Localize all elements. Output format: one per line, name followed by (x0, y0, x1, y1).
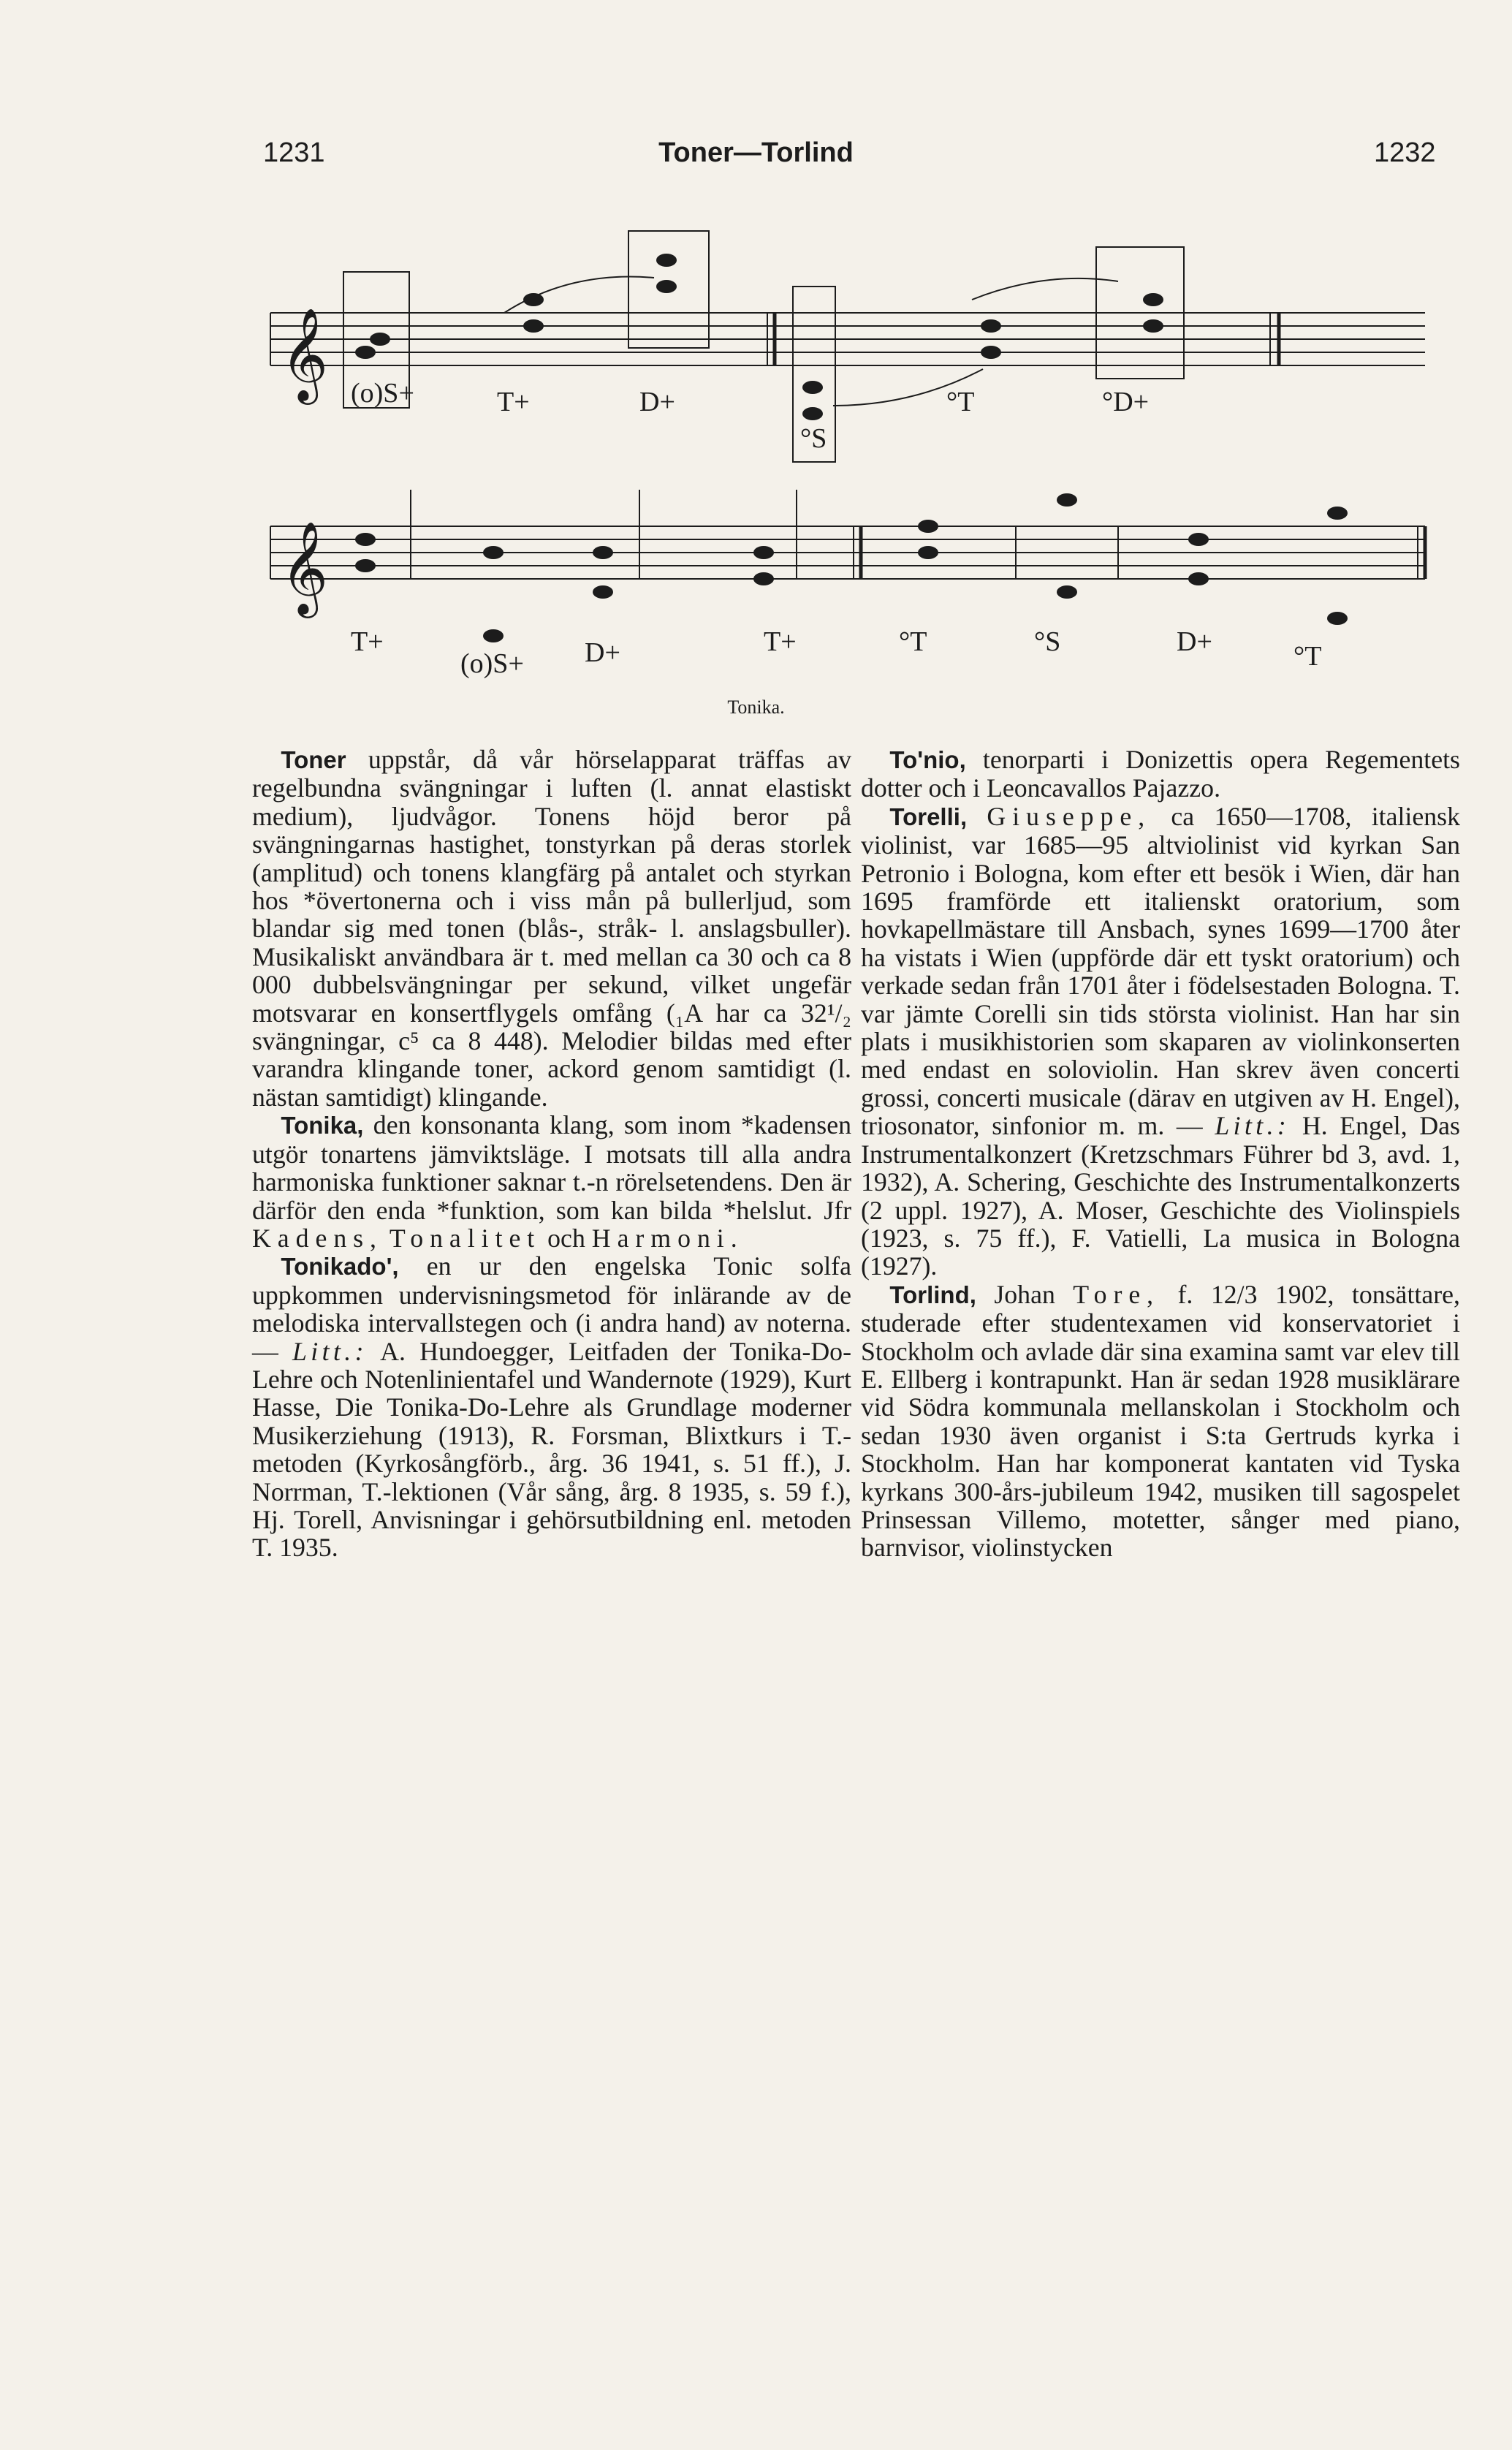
litt-label: Litt.: (1215, 1111, 1291, 1141)
headword-tonika: Tonika, (281, 1112, 364, 1139)
label-r1-3: °S (800, 423, 827, 454)
entry-toner (252, 746, 851, 1111)
label-r2-6: D+ (1177, 626, 1212, 657)
label-r2-7: °T (1293, 641, 1322, 672)
cross-ref: Harmoni. (591, 1223, 744, 1253)
headword-torelli: Torelli, (889, 803, 968, 830)
headword-tonikado: Tonikado', (281, 1253, 399, 1281)
figure-caption: Tonika. (727, 697, 785, 718)
entry-text: f. 12/3 1902, tonsättare, studerade efter studentexamen vid konservatoriet i Stockholm och avlade där sina examina samt var elev till E. Ellberg i kontrapunkt. Han är sedan 1928 musiklärare vid Södra kommunala mellanskolan i Stockholm och sedan 1930 även organist i S:ta Gertruds kyrka i Stockholm. Han har komponerat kantaten vid Tyska kyrkans 300-års-jubileum 1942, musiken till sagospelet Prinsessan Villemo, motetter, sånger med piano, barnvisor, violinstycken (861, 1279, 1460, 1563)
name: Tore, (1073, 1279, 1160, 1309)
cross-ref: Kadens, (252, 1223, 383, 1253)
label-r1-0: (o)S+ (351, 378, 414, 409)
staff-1 (270, 231, 1425, 462)
entry-torelli (861, 803, 1460, 1281)
headword-toner: Toner (281, 746, 346, 773)
label-r2-2: D+ (585, 637, 620, 668)
function-labels-row1 (351, 378, 1149, 454)
entry-text: A. Hundoegger, Leitfaden der Tonika-Do-Lehre och Notenlinientafel und Wandernote (1929), Kurt Hasse, Die Tonika-Do-Lehre als Grundlage moderner Musikerziehung (1913), R. Forsman, Blixtkurs i T.-metoden (Kyrkosångförb., årg. 36 1941, s. 51 ff.), J. Norrman, T.-lektionen (Vår sång, årg. 8 1935, s. 59 f.), Hj. Torell, Anvisningar i gehörsutbildning enl. metoden T. 1935. (252, 1336, 851, 1563)
headword-tonio: To'nio, (889, 746, 966, 773)
entry-torlind (861, 1281, 1460, 1562)
music-example (256, 219, 1440, 687)
entry-text: en ur den engelska Tonic solfa uppkommen undervisningsmetod för inlärande av de melodiska intervallstegen och (i andra hand) av noterna. — (252, 1251, 851, 1366)
label-r2-3: T+ (764, 626, 797, 657)
first-name: Giuseppe, (987, 801, 1152, 831)
label-r2-5: °S (1034, 626, 1061, 657)
label-r1-2: D+ (639, 387, 675, 417)
entry-tonikado (252, 1252, 851, 1561)
entry-text: tenorparti i Donizettis opera Regementets dotter och i Leoncavallos Pajazzo. (861, 745, 1460, 803)
page-number-right: 1232 (1374, 137, 1436, 168)
entry-text: den konsonanta klang, som inom *kadensen utgör tonartens jämviktsläge. I motsats till alla andra harmoniska funktioner saknar t.-n rörelsetendens. Den är därför den enda *funktion, som kan bilda *helslut. Jfr (252, 1110, 851, 1225)
label-r1-5: °D+ (1102, 387, 1150, 417)
entry-text: ca 1650—1708, italiensk violinist, var 1685—95 altviolinist vid kyrkan San Petronio i Bologna, kom efter ett besök i Wien, där han 1695 framförde ett italienskt oratorium, som hovkapellmästare till Ansbach, synes 1699—1700 åter ha vistats i Wien (uppförde där ett tyskt oratorium) och verkade sedan från 1701 åter i födelsestaden Bologna. T. var jämte Corelli sin tids största violinist. Han har sin plats i musikhistorien som skaparen av violinkonserten med endast en soloviolin. Han skrev även concerti grossi, concerti musicale (därav en utgiven av H. Engel), triosonator, sinfonior m. m. — (861, 801, 1460, 1141)
label-r2-0: T+ (351, 626, 384, 657)
page-number-left: 1231 (263, 137, 325, 168)
entry-tonio (861, 746, 1460, 803)
first-name: Johan (994, 1279, 1055, 1309)
left-column (252, 746, 851, 1562)
label-r2-1: (o)S+ (460, 648, 524, 679)
label-r1-4: °T (946, 387, 975, 417)
running-title: Toner—Torlind (658, 137, 854, 168)
entry-tonika (252, 1111, 851, 1252)
label-r1-1: T+ (497, 387, 530, 417)
staff-2 (270, 490, 1425, 579)
entry-text: och (547, 1223, 585, 1253)
litt-label: Litt.: (292, 1336, 368, 1366)
headword-torlind: Torlind, (889, 1281, 976, 1308)
svg-text:𝄞: 𝄞 (281, 520, 329, 614)
right-column (861, 746, 1460, 1562)
entry-text: uppstår, då vår hörselapparat träffas av regelbundna svängningar i luften (l. annat elastiskt medium), ljudvågor. Tonens höjd beror på svängningarnas hastighet, tonstyrkan på deras storlek (amplitud) och tonens klangfärg på antalet och styrkan hos *övertonerna och i viss mån på bullerljud, som blandar sig med tonen (blås-, stråk- l. anslagsbuller). Musikaliskt användbara är t. med mellan ca 30 och ca 8 000 dubbelsvängningar per sekund, vilket ungefär motsvarar en konsertflygels omfång (₁A har ca 32¹/₂ svängningar, c⁵ ca 8 448). Melodier bildas med efter varandra klingande toner, ackord genom samtidigt (l. nästan samtidigt) klingande. (252, 745, 851, 1112)
staff-2-notes (355, 493, 1348, 642)
label-r2-4: °T (899, 626, 927, 657)
svg-text:𝄞: 𝄞 (281, 307, 329, 401)
treble-clefs (281, 307, 328, 618)
entry-text: H. Engel, Das Instrumentalkonzert (Kretzschmars Führer bd 3, avd. 1, 1932), A. Schering, Geschichte des Instrumentalkonzerts (2 uppl. 1927), A. Moser, Geschichte des Violinspiels (1923, s. 75 ff.), F. Vatielli, La musica in Bologna (1927). (861, 1111, 1460, 1281)
staff-1-notes (355, 254, 1163, 420)
cross-ref: Tonalitet (389, 1223, 542, 1253)
